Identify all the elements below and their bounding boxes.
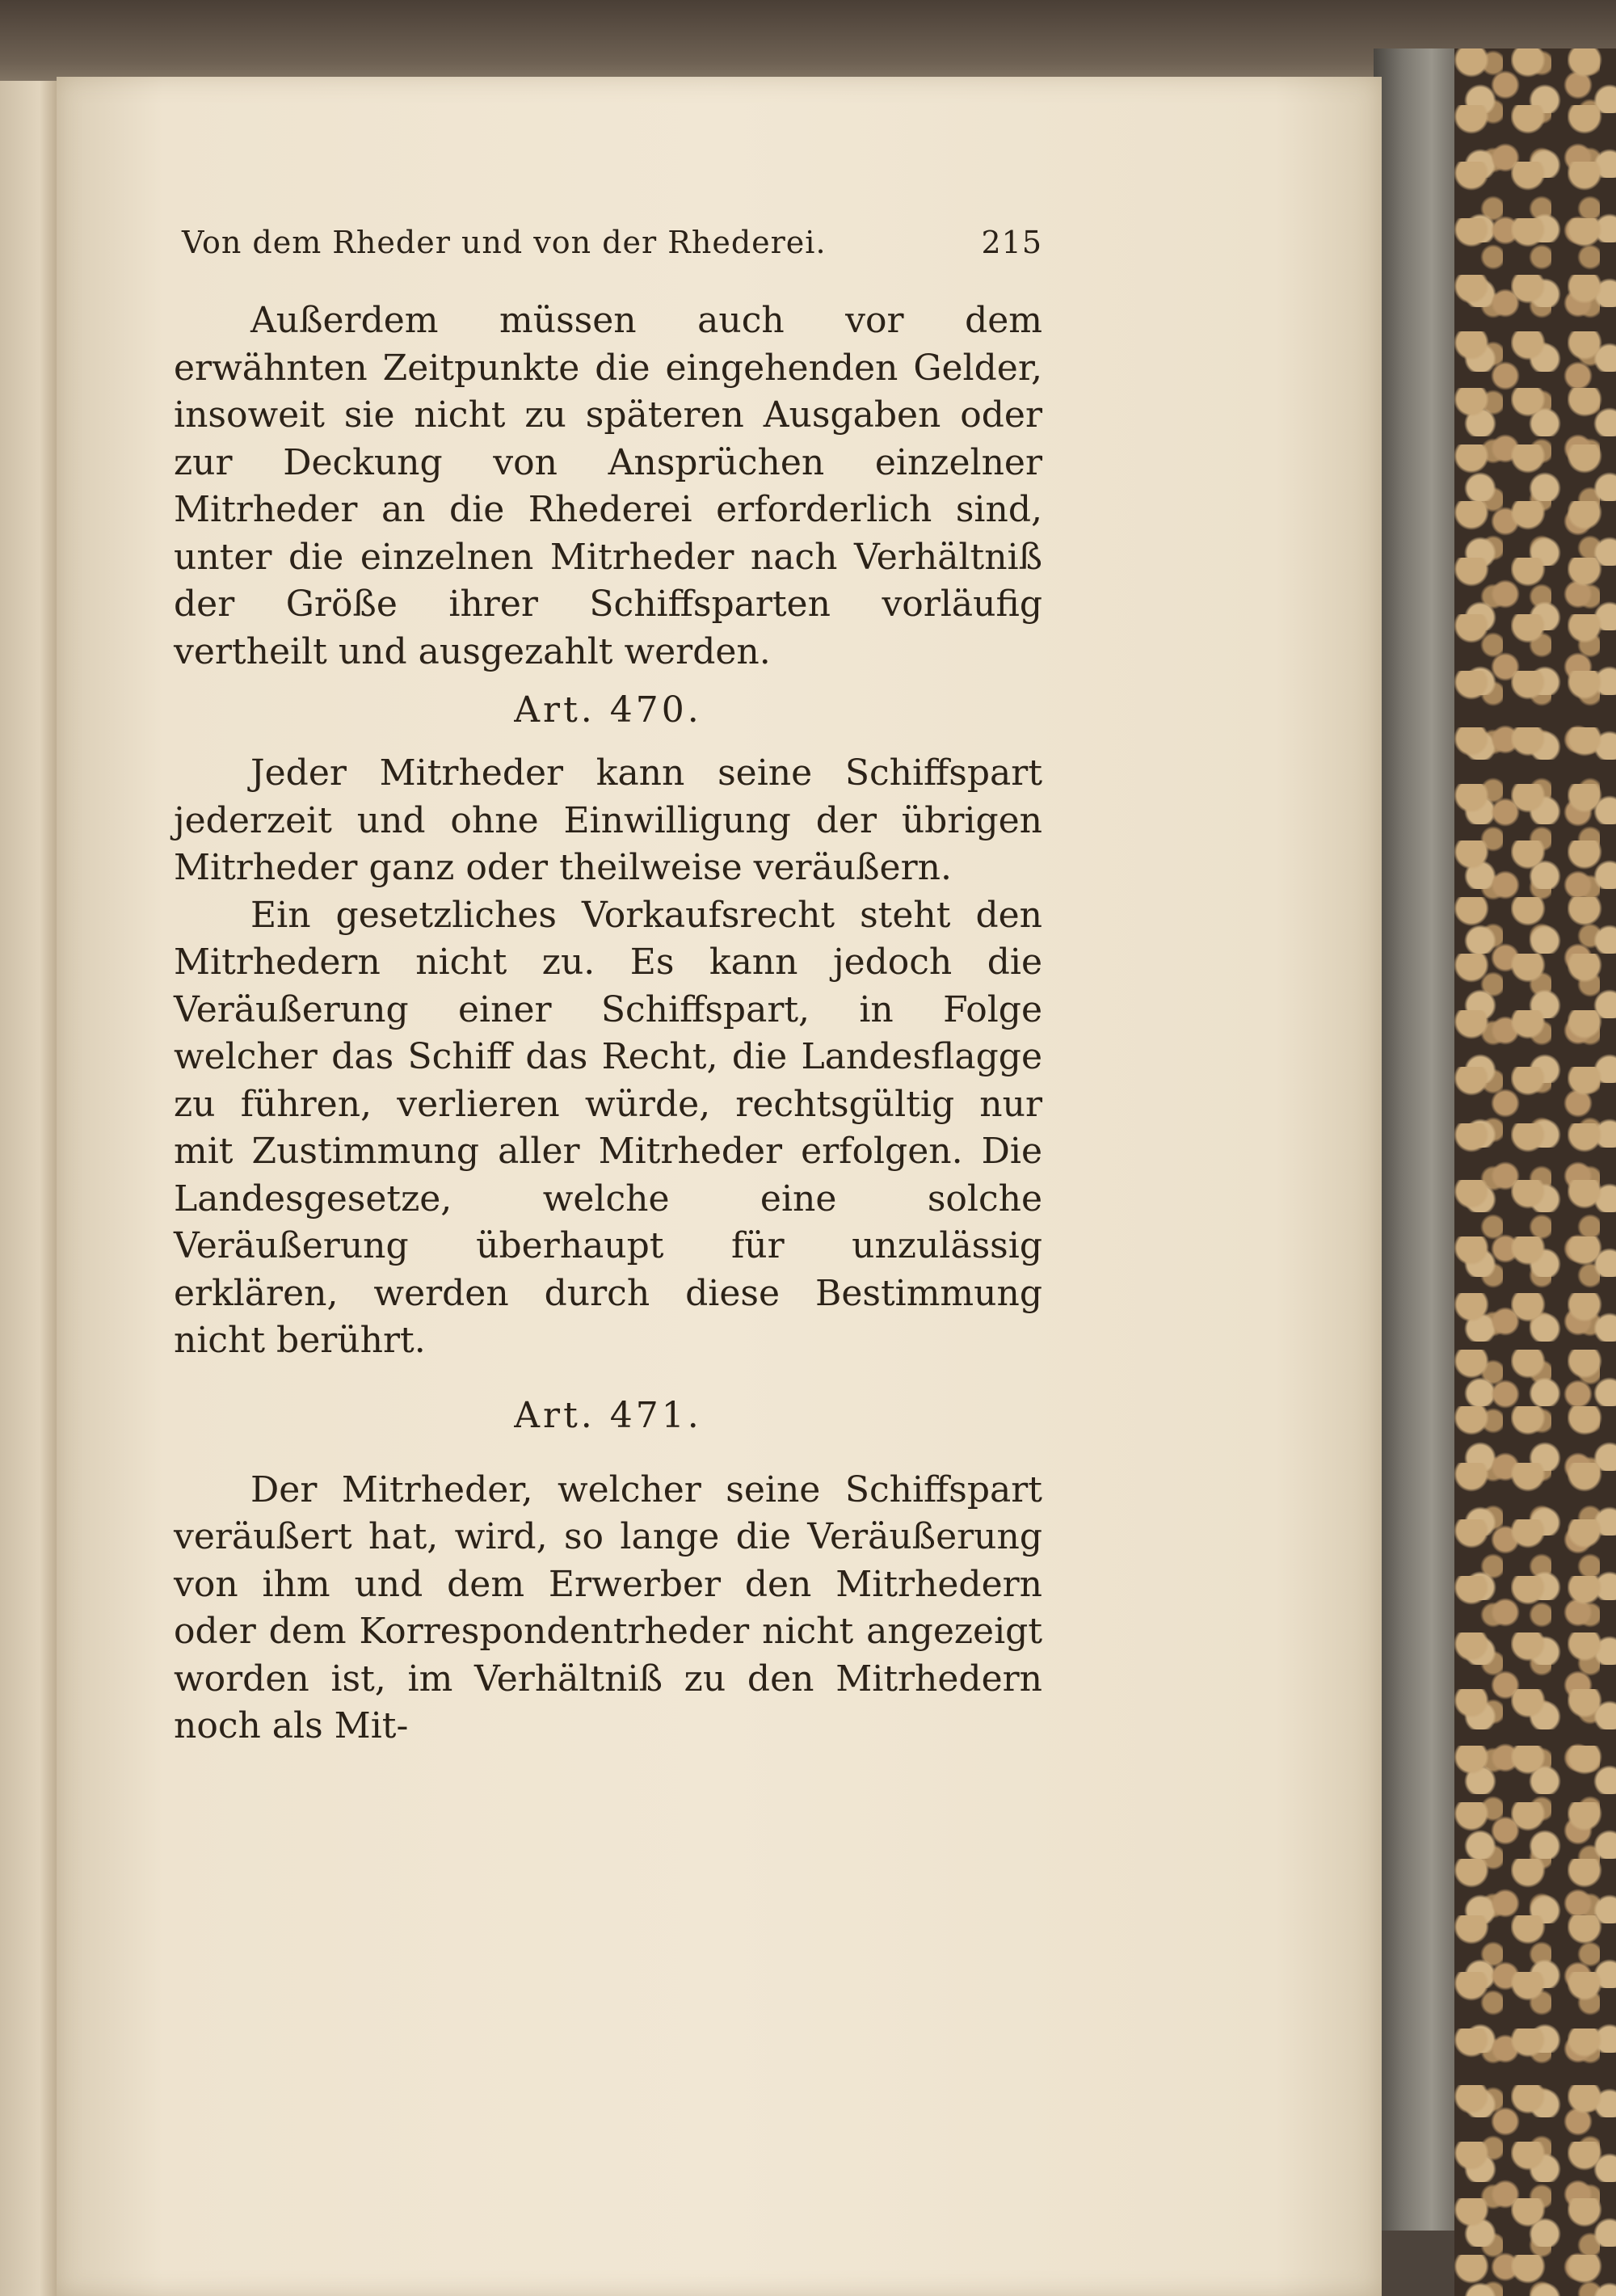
running-head	[174, 218, 1042, 267]
book-page	[57, 77, 1382, 2296]
paragraph: Der Mitrheder, welcher seine Schiffspart veräußert hat, wird, so lange die Veräußerung von ihm und dem Erwerber den Mitrhedern oder dem Korrespondentrheder nicht angezeigt worden ist, im Verhältniß zu den Mitrhedern noch als Mit-	[174, 1468, 1042, 1746]
paragraph: Jeder Mitrheder kann seine Schiffspart jederzeit und ohne Einwilligung der übrigen Mitrheder ganz oder theilweise veräußern.	[174, 752, 1042, 888]
marbled-cover	[1454, 48, 1616, 2296]
paragraph: Außerdem müssen auch vor dem erwähnten Zeitpunkte die eingehenden Gelder, insoweit sie nicht zu späteren Ausgaben oder zur Deckung von Ansprüchen einzelner Mitrheder an die Rhederei erforderlich sind, unter die einzelnen Mitrheder nach Verhältniß der Größe ihrer Schiffsparten vorläufig vertheilt und ausgezahlt werden.	[174, 300, 1042, 672]
page-number: 215	[981, 225, 1042, 260]
left-page-edge	[0, 81, 57, 2296]
article-heading: Art. 471.	[514, 1394, 702, 1436]
article-heading: Art. 470.	[514, 689, 702, 731]
paragraph: Ein gesetzliches Vorkaufsrecht steht den Mitrhedern nicht zu. Es kann jedoch die Veräußerung einer Schiffspart, in Folge welcher das Schiff das Recht, die Landesflagge zu führen, verlieren würde, rechtsgültig nur mit Zustimmung aller Mitrheder erfolgen. Die Landesgesetze, welche eine solche Veräußerung überhaupt für unzulässig erklären, werden durch diese Bestimmung nicht berührt.	[174, 894, 1042, 1361]
running-head-title: Von dem Rheder und von der Rhederei.	[182, 225, 827, 260]
page-text	[174, 218, 1042, 1750]
